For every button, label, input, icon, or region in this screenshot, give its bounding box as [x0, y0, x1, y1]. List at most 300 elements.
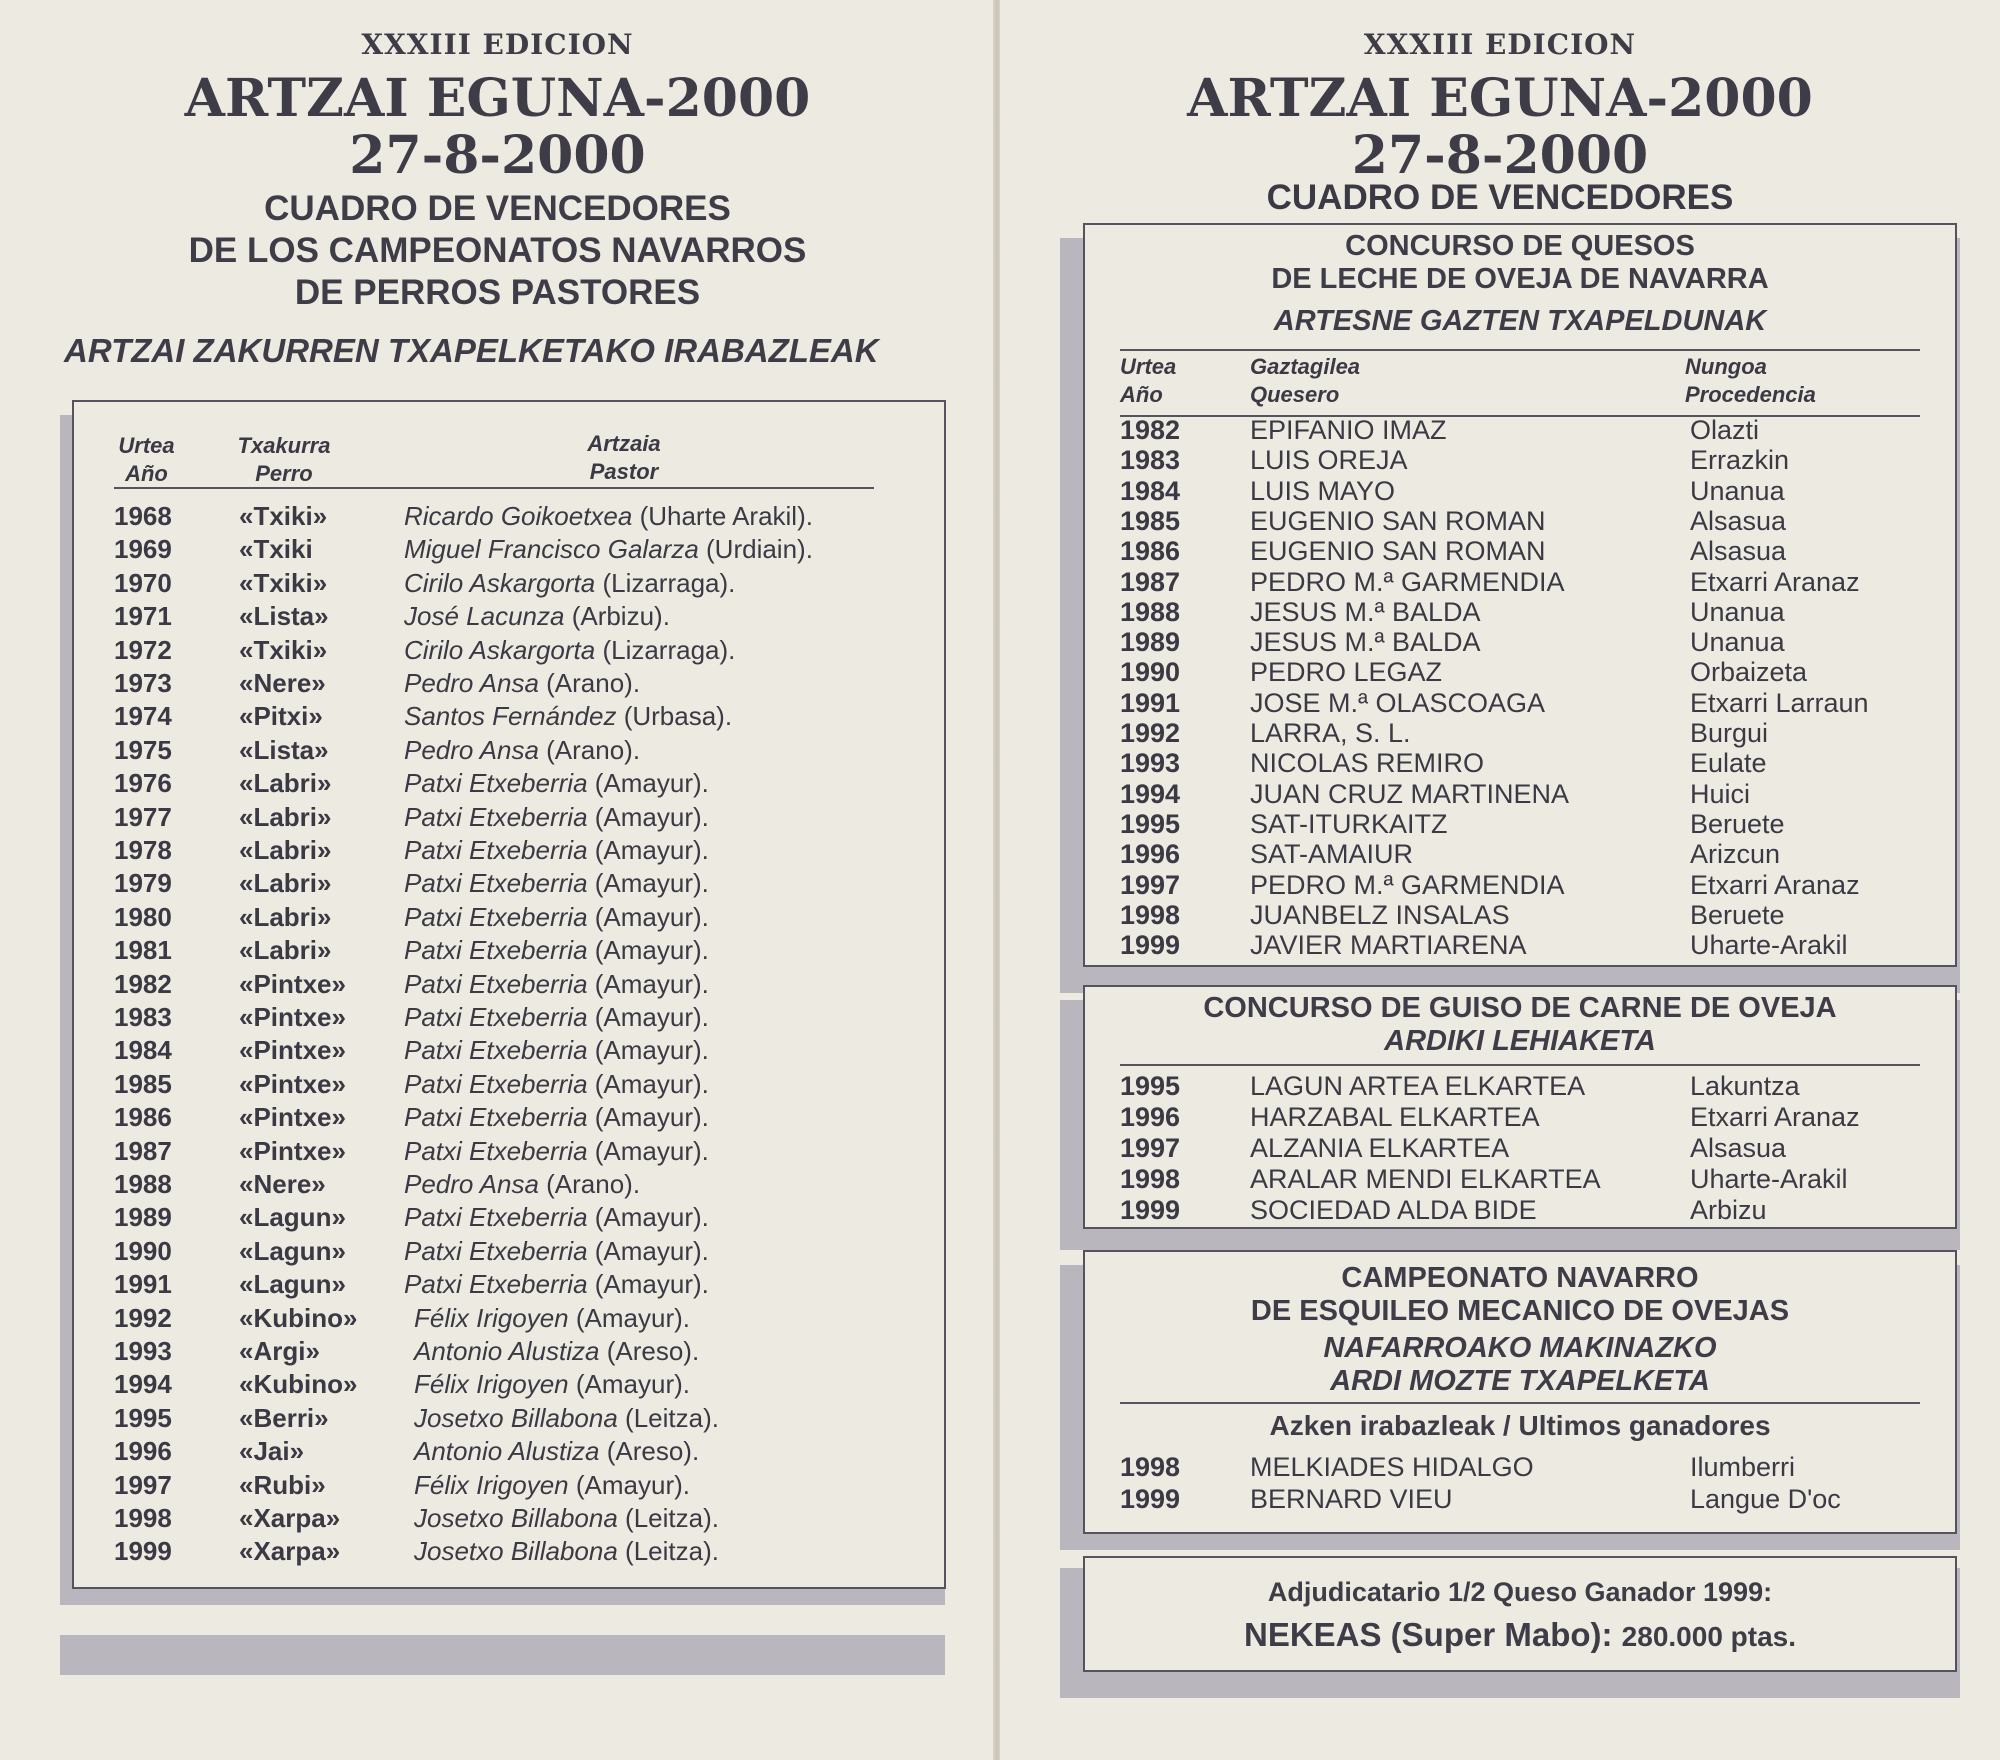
owner-name: Félix Irigoyen [414, 1469, 569, 1500]
row-owner [404, 534, 813, 565]
right-page [1000, 0, 2000, 1760]
table-row [114, 1436, 904, 1469]
owner-place: (Arano). [546, 734, 641, 765]
owner-name: Patxi Etxeberria [404, 935, 588, 966]
owner-place: (Amayur). [594, 1102, 709, 1133]
row-year: 1997 [114, 1469, 172, 1500]
header-text: Nungoa [1685, 354, 1767, 379]
row-name: PEDRO M.ª GARMENDIA [1250, 869, 1565, 900]
row-name: JUANBELZ INSALAS [1250, 899, 1510, 930]
header-origin [1685, 353, 1885, 409]
owner-place: (Leitza). [625, 1503, 719, 1533]
row-year: 1989 [1120, 627, 1181, 658]
owner-place: (Leitza). [625, 1402, 719, 1433]
owner-place: (Amayur). [594, 935, 709, 966]
table-row [114, 1136, 904, 1169]
owner-place: (Amayur). [594, 768, 709, 799]
row-year: 1974 [114, 701, 172, 732]
title-rule [1120, 349, 1920, 351]
subtitle-line: DE LOS CAMPEONATOS NAVARROS [188, 231, 807, 270]
row-owner [414, 1470, 690, 1501]
table-row [114, 1202, 904, 1235]
row-year: 1976 [114, 768, 172, 799]
row-year: 1999 [114, 1536, 172, 1567]
row-year: 1990 [1120, 657, 1181, 688]
row-dog: «Pintxe» [239, 1135, 346, 1166]
table-row [1120, 930, 1940, 960]
row-year: 1986 [114, 1102, 172, 1133]
owner-name: Pedro Ansa [404, 1169, 539, 1199]
owner-name: Félix Irigoyen [414, 1302, 569, 1333]
owner-name: Patxi Etxeberria [404, 1135, 588, 1166]
row-dog: «Txiki» [239, 634, 328, 665]
row-owner [404, 1169, 640, 1200]
subtitle-line: CUADRO DE VENCEDORES [264, 189, 731, 228]
row-place: Beruete [1690, 899, 1785, 930]
row-dog: «Argi» [239, 1336, 320, 1366]
row-year: 1984 [114, 1035, 172, 1066]
row-dog: «Nere» [239, 668, 326, 698]
table-row [114, 1035, 904, 1068]
row-year: 1987 [1120, 566, 1181, 597]
row-name: LUIS OREJA [1250, 445, 1408, 476]
table-row [1120, 476, 1940, 506]
cheese-box [1083, 223, 1957, 967]
table-row [114, 735, 904, 768]
edition-label: XXXIII EDICION [1363, 28, 1637, 61]
row-name: PEDRO LEGAZ [1250, 657, 1443, 688]
table-row [114, 1169, 904, 1202]
row-year: 1995 [1120, 808, 1181, 839]
row-owner [404, 969, 709, 1000]
table-row [1120, 1102, 1940, 1132]
table-row [114, 969, 904, 1002]
row-owner [414, 1369, 690, 1400]
header-text: Gaztagilea [1250, 354, 1361, 379]
owner-name: Patxi Etxeberria [404, 1035, 588, 1066]
owner-name: Félix Irigoyen [414, 1369, 569, 1400]
row-year: 1995 [1120, 1071, 1181, 1101]
row-year: 1989 [114, 1202, 172, 1233]
auction-line1: Adjudicatario 1/2 Queso Ganador 1999: [1267, 1577, 1773, 1607]
row-dog: «Kubino» [239, 1369, 358, 1400]
row-owner [404, 1035, 709, 1066]
row-year: 1994 [114, 1369, 172, 1400]
row-dog: «Lagun» [239, 1235, 346, 1266]
row-year: 1997 [1120, 869, 1181, 900]
table-row [1120, 536, 1940, 566]
row-year: 1991 [114, 1269, 172, 1300]
row-name: JAVIER MARTIARENA [1250, 930, 1527, 961]
row-owner [404, 1069, 709, 1100]
owner-place: (Amayur). [594, 1068, 709, 1099]
owner-name: Pedro Ansa [404, 668, 539, 698]
row-year: 1970 [114, 567, 172, 598]
row-year: 1988 [114, 1169, 172, 1199]
owner-place: (Arano). [546, 668, 641, 698]
owner-place: (Leitza). [625, 1536, 719, 1567]
row-name: LARRA, S. L. [1250, 718, 1411, 748]
table-row [1120, 657, 1940, 687]
table-row [114, 1303, 904, 1336]
title-rule [1120, 1402, 1920, 1404]
row-year: 1993 [1120, 748, 1181, 779]
row-dog: «Berri» [239, 1402, 329, 1433]
title-rule [1120, 1064, 1920, 1066]
bottom-band [60, 1635, 945, 1675]
owner-name: Patxi Etxeberria [404, 1269, 588, 1300]
row-owner [404, 701, 732, 732]
row-place: Etxarri Aranaz [1690, 1102, 1860, 1132]
row-owner [414, 1403, 719, 1434]
row-dog: «Labri» [239, 768, 332, 799]
row-name: MELKIADES HIDALGO [1250, 1452, 1534, 1482]
row-year: 1988 [1120, 596, 1181, 627]
owner-place: (Arano). [546, 1169, 641, 1199]
auction-price: 280.000 ptas. [1621, 1621, 1797, 1652]
row-year: 1998 [1120, 1164, 1181, 1194]
row-owner [404, 635, 735, 666]
row-name: ARALAR MENDI ELKARTEA [1250, 1164, 1601, 1194]
row-dog: «Pitxi» [239, 701, 323, 732]
cheese-basque: ARTESNE GAZTEN TXAPELDUNAK [1273, 305, 1767, 337]
row-place: Olazti [1690, 415, 1760, 445]
auction-buyer: NEKEAS (Super Mabo): [1243, 1616, 1613, 1653]
owner-name: Patxi Etxeberria [404, 1068, 588, 1099]
table-row [1120, 1071, 1940, 1101]
row-owner [404, 501, 813, 532]
row-year: 1984 [1120, 475, 1181, 506]
row-name: SAT-AMAIUR [1250, 839, 1414, 870]
row-dog: «Pintxe» [239, 968, 346, 999]
table-row [114, 1236, 904, 1269]
row-year: 1992 [1120, 718, 1181, 748]
owner-place: (Amayur). [594, 968, 709, 999]
table-row [1120, 870, 1940, 900]
row-dog: «Labri» [239, 801, 332, 832]
owner-place: (Lizarraga). [602, 634, 736, 665]
row-dog: «Jai» [239, 1436, 305, 1467]
row-dog: «Txiki» [239, 567, 328, 598]
table-row [114, 1336, 904, 1369]
row-dog: «Pintxe» [239, 1035, 346, 1066]
owner-name: Patxi Etxeberria [404, 968, 588, 999]
row-owner [404, 1102, 709, 1133]
row-owner [414, 1503, 719, 1534]
owner-place: (Amayur). [594, 1235, 709, 1266]
table-row [1120, 415, 1940, 445]
row-owner [404, 868, 709, 899]
row-name: EPIFANIO IMAZ [1250, 415, 1447, 445]
owner-place: (Amayur). [594, 1269, 709, 1300]
owner-name: Santos Fernández [404, 701, 617, 732]
owner-name: José Lacunza [404, 601, 565, 632]
row-year: 1998 [114, 1503, 172, 1533]
row-name: JESUS M.ª BALDA [1250, 596, 1481, 627]
owner-name: Pedro Ansa [404, 734, 539, 765]
title-line: DE LECHE DE OVEJA DE NAVARRA [1271, 263, 1769, 295]
row-year: 1980 [114, 901, 172, 932]
owner-name: Josetxo Billabona [414, 1536, 618, 1567]
row-year: 1977 [114, 801, 172, 832]
table-row [1120, 809, 1940, 839]
row-year: 1990 [114, 1235, 172, 1266]
row-place: Etxarri Aranaz [1690, 566, 1860, 597]
table-row [1120, 1452, 1940, 1482]
row-year: 1981 [114, 935, 172, 966]
table-row [1120, 1195, 1940, 1225]
row-owner [414, 1536, 719, 1567]
row-owner [404, 1236, 709, 1267]
row-dog: «Xarpa» [239, 1536, 341, 1567]
table-row [114, 501, 904, 534]
table-row [114, 1470, 904, 1503]
shearing-title [1085, 1262, 1955, 1328]
cheese-title [1085, 230, 1955, 296]
header-dog [219, 432, 349, 488]
owner-place: (Lizarraga). [602, 567, 736, 598]
row-year: 1983 [1120, 445, 1181, 476]
row-name: BERNARD VIEU [1250, 1484, 1453, 1514]
owner-place: (Amayur). [594, 835, 709, 865]
table-row [114, 1403, 904, 1436]
row-name: JUAN CRUZ MARTINENA [1250, 778, 1570, 809]
row-owner [404, 835, 709, 866]
stew-title: CONCURSO DE GUISO DE CARNE DE OVEJA [1203, 992, 1837, 1024]
table-row [114, 668, 904, 701]
row-year: 1985 [1120, 505, 1181, 536]
row-dog: «Txiki» [239, 501, 328, 531]
row-dog: «Txiki [239, 534, 313, 565]
row-dog: «Lista» [239, 601, 329, 632]
row-name: PEDRO M.ª GARMENDIA [1250, 566, 1565, 597]
table-row [114, 835, 904, 868]
auction-line2 [1085, 1618, 1955, 1653]
row-dog: «Labri» [239, 868, 332, 899]
row-year: 1987 [114, 1135, 172, 1166]
row-place: Unanua [1690, 627, 1785, 658]
table-row [1120, 1164, 1940, 1194]
stew-basque: ARDIKI LEHIAKETA [1384, 1025, 1656, 1057]
table-row [114, 1069, 904, 1102]
shearing-basque [1085, 1332, 1955, 1398]
table-row [1120, 779, 1940, 809]
row-owner [414, 1303, 690, 1334]
header-owner [574, 430, 674, 486]
row-name: LAGUN ARTEA ELKARTEA [1250, 1071, 1586, 1101]
row-place: Alsasua [1690, 505, 1787, 536]
row-name: JESUS M.ª BALDA [1250, 627, 1481, 658]
owner-place: (Amayur). [575, 1302, 690, 1333]
stew-box [1083, 985, 1957, 1229]
edition-label: XXXIII EDICION [361, 28, 634, 61]
event-title: ARTZAI EGUNA-2000 [184, 68, 811, 129]
header-text: Año [1120, 382, 1163, 407]
owner-name: Patxi Etxeberria [404, 835, 588, 865]
row-year: 1997 [1120, 1133, 1181, 1163]
header-text: Artzaia [587, 431, 661, 456]
row-place: Arbizu [1690, 1195, 1767, 1225]
row-name: ALZANIA ELKARTEA [1250, 1133, 1510, 1163]
table-row [1120, 597, 1940, 627]
row-place: Huici [1690, 778, 1751, 809]
table-row [114, 701, 904, 734]
title-line: ARDI MOZTE TXAPELKETA [1330, 1365, 1710, 1397]
winners-subtitle: CUADRO DE VENCEDORES [1266, 178, 1734, 217]
shearing-box [1083, 1250, 1957, 1534]
row-dog: «Rubi» [239, 1469, 326, 1500]
row-owner [404, 1136, 709, 1167]
row-dog: «Labri» [239, 935, 332, 966]
row-year: 1975 [114, 734, 172, 765]
header-text: Pastor [589, 459, 659, 484]
row-year: 1969 [114, 534, 172, 565]
row-owner [404, 1002, 709, 1033]
owner-place: (Amayur). [594, 1035, 709, 1066]
header-text: Procedencia [1685, 382, 1816, 407]
row-place: Langue D'oc [1690, 1484, 1841, 1514]
row-dog: «Labri» [239, 835, 332, 865]
row-owner [404, 802, 709, 833]
row-name: LUIS MAYO [1250, 475, 1396, 506]
row-year: 1968 [114, 501, 172, 531]
row-place: Eulate [1690, 748, 1767, 779]
row-owner [404, 768, 709, 799]
row-dog: «Pintxe» [239, 1002, 346, 1032]
row-place: Etxarri Larraun [1690, 687, 1869, 718]
row-dog: «Lagun» [239, 1269, 346, 1300]
row-year: 1986 [1120, 536, 1181, 567]
left-page [0, 0, 995, 1760]
row-year: 1978 [114, 835, 172, 865]
row-year: 1994 [1120, 778, 1181, 809]
row-owner [404, 902, 709, 933]
row-place: Alsasua [1690, 536, 1787, 567]
row-year: 1999 [1120, 1195, 1181, 1225]
row-year: 1996 [1120, 1102, 1181, 1132]
table-row [1120, 627, 1940, 657]
row-place: Uharte-Arakil [1690, 930, 1848, 961]
table-row [114, 1369, 904, 1402]
row-name: HARZABAL ELKARTEA [1250, 1102, 1540, 1132]
table-row [1120, 688, 1940, 718]
table-row [1120, 900, 1940, 930]
row-name: NICOLAS REMIRO [1250, 748, 1485, 779]
row-place: Alsasua [1690, 1133, 1787, 1163]
row-year: 1998 [1120, 899, 1181, 930]
header-year [1120, 353, 1200, 409]
owner-place: (Urbasa). [623, 701, 733, 732]
row-dog: «Pintxe» [239, 1102, 346, 1133]
row-dog: «Pintxe» [239, 1068, 346, 1099]
header-text: Urtea [118, 433, 175, 458]
header-text: Perro [255, 461, 313, 486]
header-text: Quesero [1250, 382, 1340, 407]
row-owner [404, 568, 735, 599]
dogs-basque-title: ARTZAI ZAKURREN TXAPELKETAKO IRABAZLEAK [64, 332, 879, 369]
row-place: Orbaizeta [1690, 657, 1808, 688]
owner-name: Patxi Etxeberria [404, 1002, 588, 1032]
row-dog: «Lagun» [239, 1202, 346, 1233]
owner-place: (Uharte Arakil). [639, 501, 813, 531]
owner-place: (Amayur). [575, 1469, 690, 1500]
owner-place: (Areso). [606, 1436, 700, 1467]
row-year: 1998 [1120, 1452, 1181, 1482]
table-row [114, 1269, 904, 1302]
header-text: Txakurra [237, 433, 331, 458]
row-year: 1982 [114, 968, 172, 999]
row-place: Unanua [1690, 475, 1785, 506]
owner-name: Ricardo Goikoetxea [404, 501, 633, 531]
row-year: 1999 [1120, 1484, 1181, 1514]
owner-name: Patxi Etxeberria [404, 1202, 588, 1233]
table-row [114, 635, 904, 668]
owner-name: Cirilo Askargorta [404, 634, 596, 665]
owner-name: Antonio Alustiza [414, 1336, 600, 1366]
owner-place: (Amayur). [594, 1002, 709, 1032]
owner-place: (Amayur). [594, 801, 709, 832]
table-row [1120, 1133, 1940, 1163]
owner-name: Patxi Etxeberria [404, 1235, 588, 1266]
auction-box [1083, 1556, 1957, 1672]
row-place: Beruete [1690, 808, 1785, 839]
row-owner [404, 601, 670, 632]
owner-place: (Amayur). [594, 868, 709, 899]
row-place: Burgui [1690, 718, 1769, 748]
owner-place: (Arbizu). [571, 601, 670, 632]
owner-name: Patxi Etxeberria [404, 901, 588, 932]
row-place: Uharte-Arakil [1690, 1164, 1848, 1194]
row-year: 1992 [114, 1302, 172, 1333]
table-row [114, 935, 904, 968]
row-owner [404, 735, 640, 766]
owner-name: Antonio Alustiza [414, 1436, 600, 1467]
title-line: CAMPEONATO NAVARRO [1341, 1262, 1699, 1294]
row-year: 1991 [1120, 687, 1181, 718]
header-text: Año [125, 461, 168, 486]
row-owner [404, 1202, 709, 1233]
title-line: NAFARROAKO MAKINAZKO [1323, 1332, 1717, 1364]
row-year: 1971 [114, 601, 172, 632]
row-owner [404, 1269, 709, 1300]
table-row [114, 768, 904, 801]
owner-place: (Amayur). [594, 1202, 709, 1233]
row-year: 1972 [114, 634, 172, 665]
row-place: Etxarri Aranaz [1690, 869, 1860, 900]
title-line: CONCURSO DE QUESOS [1345, 230, 1695, 262]
row-place: Lakuntza [1690, 1071, 1800, 1101]
header-text: Urtea [1120, 354, 1177, 379]
event-title: ARTZAI EGUNA-2000 [1187, 68, 1813, 129]
table-row [114, 534, 904, 567]
row-year: 1993 [114, 1336, 172, 1366]
table-row [1120, 506, 1940, 536]
owner-name: Josetxo Billabona [414, 1402, 618, 1433]
table-row [1120, 1484, 1940, 1514]
row-year: 1999 [1120, 930, 1181, 961]
row-year: 1996 [114, 1436, 172, 1467]
table-row [114, 601, 904, 634]
table-row [1120, 718, 1940, 748]
row-year: 1979 [114, 868, 172, 899]
row-name: SOCIEDAD ALDA BIDE [1250, 1195, 1537, 1225]
table-row [114, 802, 904, 835]
row-place: Ilumberri [1690, 1452, 1796, 1482]
row-name: EUGENIO SAN ROMAN [1250, 536, 1546, 567]
owner-name: Miguel Francisco Galarza [404, 534, 699, 565]
row-dog: «Lista» [239, 734, 329, 765]
row-place: Unanua [1690, 596, 1785, 627]
